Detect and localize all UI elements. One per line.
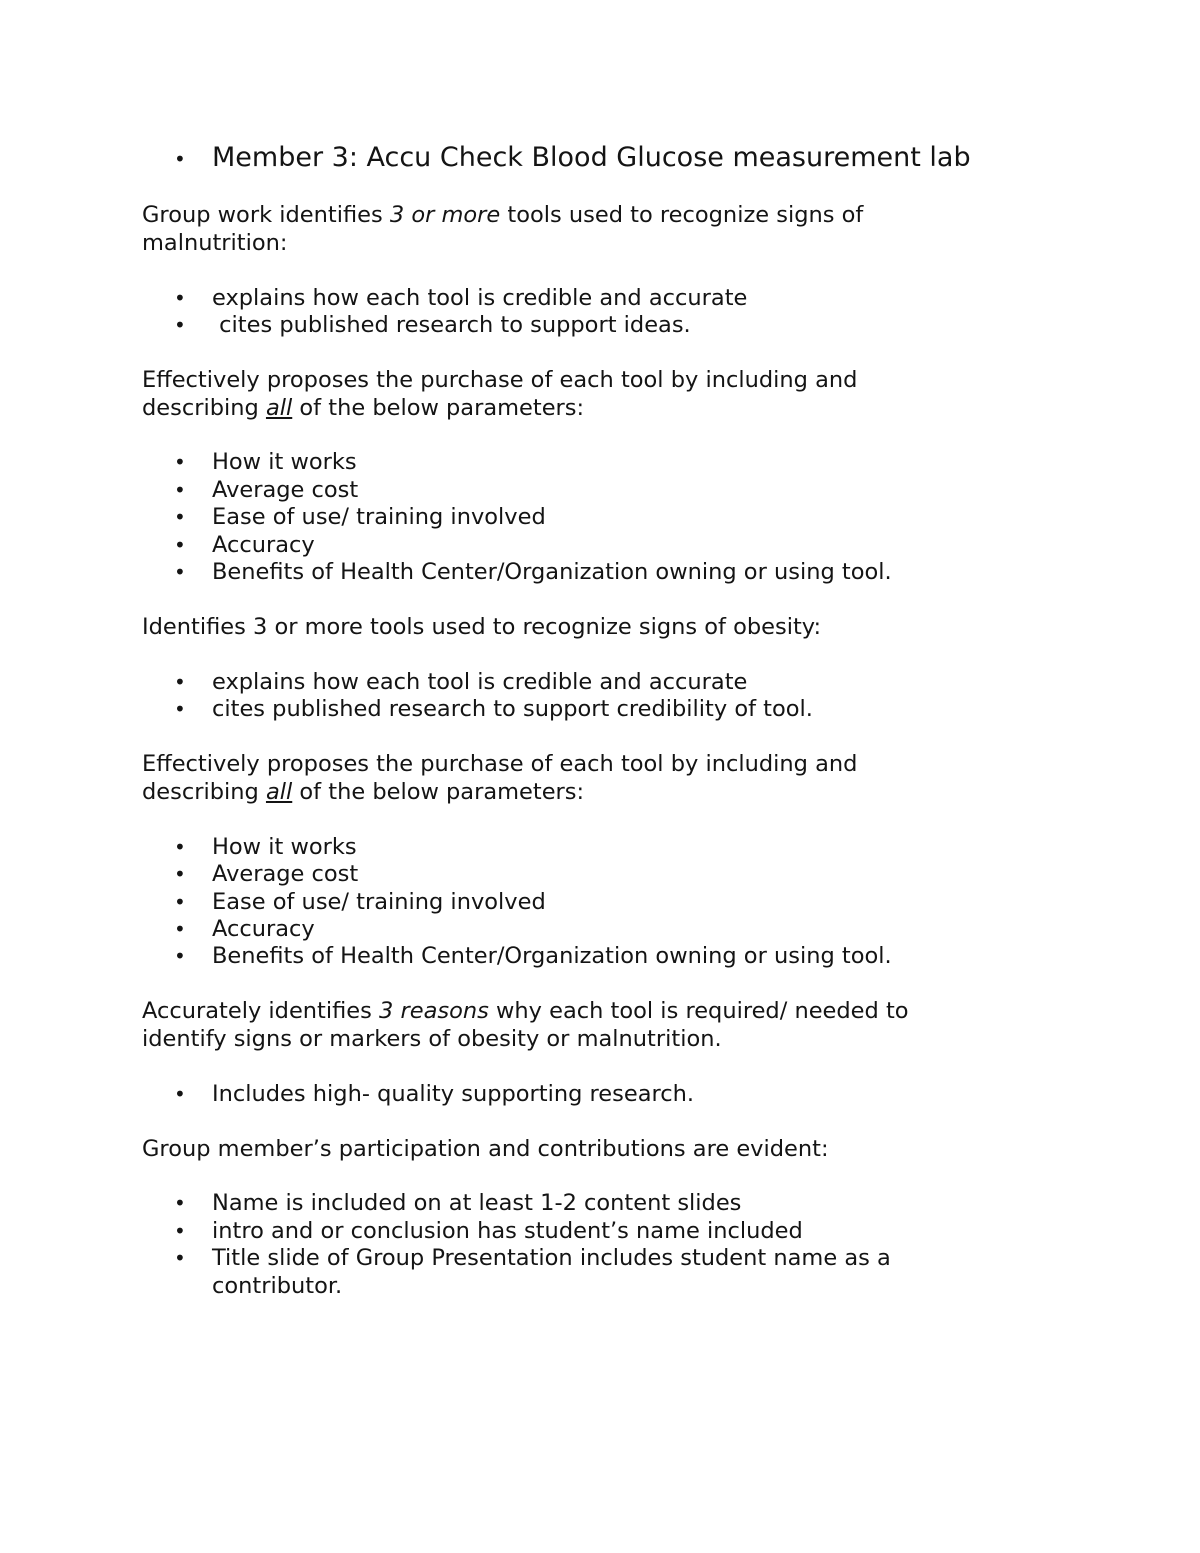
bullet: •	[174, 313, 186, 337]
section-4-line-1: Effectively proposes the purchase of each tool by including and	[142, 751, 858, 777]
section-5-line-1: Accurately identifies 3 reasons why each tool is required/ needed to	[142, 998, 909, 1024]
section-1-line-2: malnutrition:	[142, 230, 288, 256]
bullet: •	[174, 533, 186, 557]
list-item: How it works	[212, 834, 357, 860]
list-item: How it works	[212, 449, 357, 475]
list-item: explains how each tool is credible and accurate	[212, 669, 748, 695]
list-item: Name is included on at least 1-2 content slides	[212, 1190, 742, 1216]
bullet: •	[174, 560, 186, 584]
list-item: Includes high- quality supporting research.	[212, 1081, 695, 1107]
bullet: •	[174, 670, 186, 694]
bullet: •	[174, 917, 186, 941]
list-item-continuation: contributor.	[212, 1273, 343, 1299]
list-item: Average cost	[212, 861, 359, 887]
list-item: explains how each tool is credible and accurate	[212, 285, 748, 311]
bullet: •	[174, 835, 186, 859]
bullet: •	[174, 697, 186, 721]
bullet: •	[174, 944, 186, 968]
bullet: •	[174, 147, 186, 171]
bullet: •	[174, 286, 186, 310]
section-1-line-1: Group work identifies 3 or more tools used to recognize signs of	[142, 202, 864, 228]
bullet: •	[174, 1219, 186, 1243]
list-item: Average cost	[212, 477, 359, 503]
bullet: •	[174, 505, 186, 529]
section-3-line-1: Identifies 3 or more tools used to recognize signs of obesity:	[142, 614, 822, 640]
bullet: •	[174, 862, 186, 886]
section-2-line-1: Effectively proposes the purchase of each tool by including and	[142, 367, 858, 393]
list-item: Accuracy	[212, 532, 315, 558]
document-title: Member 3: Accu Check Blood Glucose measurement lab	[212, 142, 971, 173]
section-4-line-2: describing all of the below parameters:	[142, 779, 585, 805]
bullet: •	[174, 890, 186, 914]
section-6-line-1: Group member’s participation and contributions are evident:	[142, 1136, 829, 1162]
list-item: cites published research to support ideas.	[212, 312, 691, 338]
section-5-line-2: identify signs or markers of obesity or malnutrition.	[142, 1026, 722, 1052]
bullet: •	[174, 478, 186, 502]
list-item: Title slide of Group Presentation includes student name as a	[212, 1245, 891, 1271]
section-2-line-2: describing all of the below parameters:	[142, 395, 585, 421]
list-item: Benefits of Health Center/Organization owning or using tool.	[212, 559, 892, 585]
list-item: Ease of use/ training involved	[212, 889, 546, 915]
list-item: Accuracy	[212, 916, 315, 942]
bullet: •	[174, 1191, 186, 1215]
bullet: •	[174, 1082, 186, 1106]
list-item: intro and or conclusion has student’s name included	[212, 1218, 803, 1244]
list-item: cites published research to support credibility of tool.	[212, 696, 813, 722]
bullet: •	[174, 450, 186, 474]
list-item: Ease of use/ training involved	[212, 504, 546, 530]
list-item: Benefits of Health Center/Organization owning or using tool.	[212, 943, 892, 969]
bullet: •	[174, 1246, 186, 1270]
